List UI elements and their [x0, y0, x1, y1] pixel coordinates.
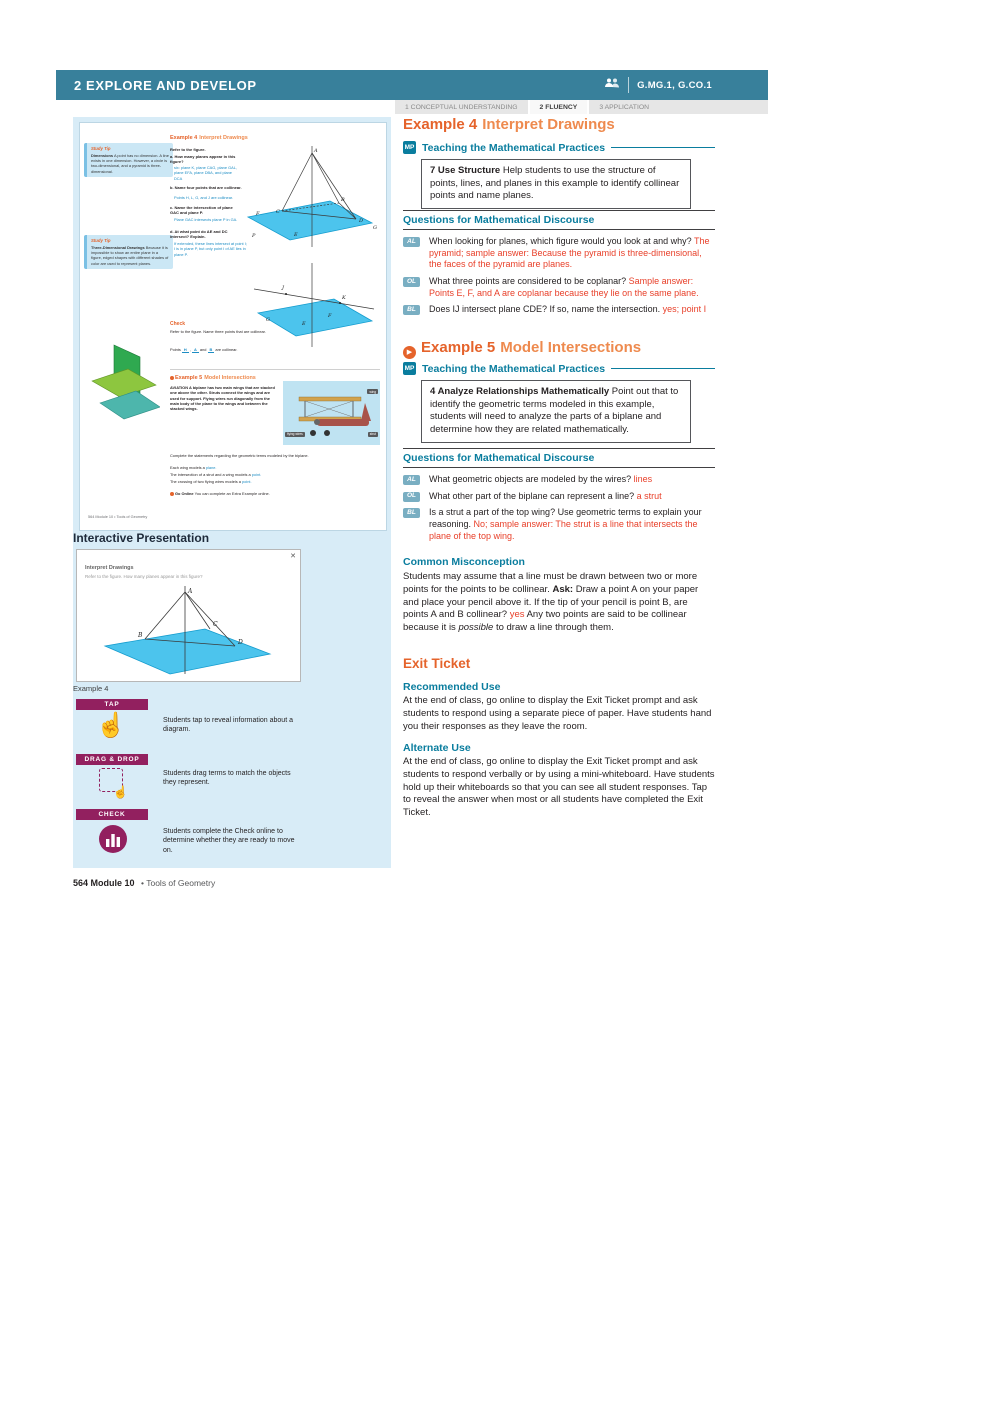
- lines-plane-figure: [252, 259, 378, 352]
- go-online-bold: Go Online: [175, 491, 194, 496]
- mp-rule: [611, 368, 715, 369]
- question-text: Is a strut a part of the top wing? Use geometric terms to explain your reasoning.: [429, 507, 702, 530]
- check-blank-1: H: [183, 347, 187, 352]
- svg-text:D: D: [359, 218, 364, 224]
- mini-check-label: Check: [170, 321, 186, 327]
- drag-drop-banner: DRAG & DROP: [76, 754, 148, 765]
- page-title: 2 EXPLORE AND DEVELOP: [74, 77, 257, 93]
- answer-text: lines: [633, 474, 653, 484]
- slide-text: Refer to the figure. How many planes appear in this figure?: [85, 574, 203, 579]
- svg-text:C: C: [276, 209, 280, 215]
- check-blank-2: A: [194, 347, 197, 352]
- misconception-body: [403, 571, 715, 635]
- drag-hand-icon: ☝: [113, 785, 128, 799]
- mini-example5-icon: [170, 376, 174, 380]
- recommended-use-section: [403, 681, 715, 733]
- level-badge-al: AL: [403, 475, 420, 485]
- mini-answer-b: Points H, L, G, and J are collinear.: [174, 195, 234, 200]
- svg-text:G: G: [266, 317, 270, 323]
- study-tip-label: Study Tip: [91, 146, 111, 151]
- discourse-questions-example5: [403, 474, 715, 547]
- discourse-section-example4: [403, 210, 715, 230]
- statement-text: The crossing of two flying wires models a: [170, 479, 243, 484]
- svg-text:A: A: [314, 148, 318, 154]
- check-answer-prefix: Points: [170, 347, 181, 352]
- svg-text:E: E: [302, 321, 306, 327]
- page-footer: [73, 878, 215, 888]
- alternate-use-section: [403, 742, 715, 820]
- mp-badge-icon: MP: [403, 362, 416, 375]
- page-number-module: 564 Module 10: [73, 878, 135, 888]
- answer-text: No; sample answer: The strut is a line that intersects the plane of the top wing.: [429, 519, 698, 541]
- svg-text:J: J: [282, 285, 285, 291]
- thumbnail-caption: Example 4: [73, 684, 109, 693]
- mini-example5-label: Example 5: [175, 375, 203, 381]
- misconception-text: Students may assume that a line must be drawn between two or more points for the points to be collinear.: [403, 571, 698, 595]
- mp-badge-icon: MP: [403, 141, 416, 154]
- mp-practice-text: Help students to use the structure of points, lines, and planes in this example to identify collinear points and name planes.: [430, 165, 680, 202]
- misconception-heading: Common Misconception: [403, 556, 525, 568]
- rule: [403, 467, 715, 468]
- intersecting-planes-figure: [88, 337, 160, 433]
- mini-question-b: b. Name four points that are collinear.: [170, 185, 242, 190]
- mini-example5-title: Model Intersections: [204, 375, 256, 381]
- recommended-use-heading: Recommended Use: [403, 681, 501, 693]
- level-badge-ol: OL: [403, 492, 420, 502]
- svg-text:K: K: [342, 295, 346, 301]
- mini-example4-heading: [170, 135, 248, 142]
- mini-intro: Refer to the figure.: [170, 147, 206, 152]
- mini-page-footer: 564 Module 10 • Tools of Geometry: [88, 515, 148, 519]
- mp-box: [421, 380, 691, 443]
- mini-check-answer: [170, 347, 330, 352]
- question-text: When looking for planes, which figure would you look at and why?: [429, 236, 694, 246]
- discourse-question: [403, 491, 715, 503]
- mp-practice-name: 4 Analyze Relationships Mathematically: [430, 386, 610, 397]
- mini-task: Complete the statements regarding the geometric terms modeled by the biplane.: [170, 453, 309, 458]
- svg-text:B: B: [138, 632, 143, 639]
- mp-practice-name: 7 Use Structure: [430, 165, 501, 176]
- pyramid-plane-figure: [240, 143, 380, 252]
- mini-question-d: d. At what point do AE and DC intersect? Explain.: [170, 229, 228, 240]
- check-banner: CHECK: [76, 809, 148, 820]
- mini-question-c: c. Name the intersection of plane GAC and plane P.: [170, 205, 233, 216]
- level-badge-al: AL: [403, 237, 420, 247]
- question-text: What geometric objects are modeled by the wires?: [429, 474, 634, 484]
- misconception-text: Draw a point A on your paper and place your pencil above it. If the tip of your pencil is point B, are points A and B collinear?: [403, 583, 699, 621]
- study-tip-term: Dimensions: [91, 152, 114, 158]
- statement-text: Each wing models a: [170, 465, 206, 470]
- mini-aviation-body: AVIATION A biplane has two main wings that are stacked one above the other. Struts connect the wings and are used for support. Flying wires run diagonally from the main body of the plane to the wings and between the stacked wings.: [170, 385, 275, 412]
- example4-title: Interpret Drawings: [482, 116, 615, 133]
- statement-text: The intersection of a strut and a wing models a: [170, 472, 252, 477]
- standards-label: G.MG.1, G.CO.1: [637, 79, 712, 91]
- mp-heading-row: [403, 141, 715, 154]
- example5-icon: ▶: [403, 346, 416, 359]
- rigor-tab-strip: [395, 100, 768, 114]
- example5-label: Example 5: [421, 339, 496, 356]
- mini-answer-c: Plane GAC intersects plane P in GA.: [174, 217, 238, 222]
- question-text: Does IJ intersect plane CDE? If so, name the intersection.: [429, 304, 663, 315]
- tap-description: Students tap to reveal information about a diagram.: [163, 717, 293, 734]
- student-page-thumbnail: [79, 122, 387, 531]
- mini-statement-2: [170, 472, 375, 477]
- svg-text:A: A: [188, 588, 193, 595]
- mp-heading: Teaching the Mathematical Practices: [422, 362, 606, 375]
- mini-example4-label: Example 4: [170, 135, 198, 141]
- mini-question-a: a. How many planes appear in this figure?: [170, 154, 236, 165]
- misconception-answer: yes: [509, 609, 525, 621]
- check-icon: [97, 823, 129, 860]
- interactive-slide-thumbnail: [76, 549, 301, 682]
- standards-people-icon: [604, 76, 620, 94]
- check-description: Students complete the Check online to determine whether they are ready to move on.: [163, 828, 295, 854]
- alternate-use-heading: Alternate Use: [403, 742, 471, 754]
- mini-answer-d: If extended, these lines intersect at point I; I is in plane P, but only point I of AE lies in plane P.: [174, 241, 247, 257]
- tab-application: 3 APPLICATION: [589, 100, 768, 114]
- level-badge-ol: OL: [403, 277, 420, 287]
- mini-statement-1: [170, 465, 375, 470]
- mp-practice-text: Point out that to identify the geometric terms modeled in this example, students will need to analyze the parts of a biplane and determine how they are related mathematically.: [430, 386, 679, 435]
- tab-conceptual-understanding: 1 CONCEPTUAL UNDERSTANDING: [395, 100, 530, 114]
- mp-heading: Teaching the Mathematical Practices: [422, 141, 606, 154]
- biplane-wing-label: wing: [369, 389, 376, 394]
- misconception-text: Any two points are said to be collinear because it is: [403, 609, 687, 634]
- svg-text:P: P: [252, 233, 256, 239]
- header-divider: [628, 77, 629, 93]
- discourse-question: [403, 276, 715, 299]
- drag-drop-icon: [99, 768, 128, 799]
- misconception-text: to draw a line through them.: [493, 622, 614, 634]
- study-tip-body: Because it is impossible to show an entire plane in a figure, edged shapes with different shades of color are used to represent planes.: [91, 244, 169, 266]
- mini-go-online: [170, 491, 375, 496]
- go-online-rest: You can complete an Extra Example online.: [193, 491, 270, 496]
- statement-answer: point.: [251, 472, 262, 477]
- study-tip-body: A point has no dimension. A line exists in one dimension. However, a circle is two-dimensional, and a pyramid is three-dimensional.: [91, 152, 169, 174]
- svg-text:G: G: [373, 225, 377, 231]
- discourse-heading: Questions for Mathematical Discourse: [403, 452, 595, 464]
- svg-text:C: C: [213, 621, 218, 628]
- mini-check-body: Refer to the figure. Name three points that are collinear.: [170, 329, 266, 334]
- alternate-use-body: At the end of class, go online to display the Exit Ticket prompt and ask students to respond verbally or by using a mini-whiteboard. Have students hold up their whiteboards so that you can see all student responses. Tap to reveal the answer when most or all students have completed the Exit Ticket.: [403, 756, 715, 819]
- discourse-question: [403, 474, 715, 486]
- module-title: • Tools of Geometry: [141, 878, 216, 888]
- recommended-use-body: At the end of class, go online to display the Exit Ticket prompt and ask students to respond using a separate piece of paper. Have students hand you their responses as they leave the room.: [403, 695, 712, 732]
- discourse-questions-example4: [403, 236, 715, 321]
- example4-label: Example 4: [403, 116, 478, 133]
- mp-box: [421, 159, 691, 209]
- statement-answer: point.: [242, 479, 252, 484]
- mini-divider: [170, 369, 380, 370]
- interactive-presentation-heading: Interactive Presentation: [73, 531, 210, 545]
- drag-drop-description: Students drag terms to match the objects they represent.: [163, 770, 291, 787]
- slide-diagram: [85, 584, 290, 682]
- mp-rule: [611, 147, 715, 148]
- teaching-practices-example5: [403, 362, 715, 443]
- tap-icon: ☝: [96, 712, 126, 739]
- check-answer-sep1: ,: [189, 347, 191, 352]
- mini-example4-title: Interpret Drawings: [199, 135, 248, 141]
- header-bar: [56, 70, 768, 100]
- question-text: What three points are considered to be coplanar?: [429, 276, 629, 287]
- discourse-section-example5: [403, 448, 715, 468]
- study-tip-dimensions: [84, 143, 173, 177]
- level-badge-bl: BL: [403, 508, 420, 518]
- question-text: What other part of the biplane can represent a line?: [429, 490, 637, 501]
- mini-statement-3: [170, 479, 375, 484]
- example5-heading: [403, 339, 641, 359]
- check-blank-3: B: [209, 347, 213, 352]
- answer-text: Sample answer: Points E, F, and A are coplanar because they lie on the same plane.: [429, 276, 699, 298]
- close-icon: ✕: [290, 553, 296, 560]
- rule: [403, 229, 715, 230]
- header-standards-group: [604, 70, 712, 100]
- svg-text:F: F: [328, 313, 332, 319]
- mini-example5-heading: [170, 375, 256, 382]
- svg-text:D: D: [238, 639, 243, 646]
- level-badge-bl: BL: [403, 305, 420, 315]
- answer-text: a strut: [636, 490, 662, 501]
- study-tip-label: Study Tip: [91, 238, 111, 243]
- discourse-heading: Questions for Mathematical Discourse: [403, 214, 595, 226]
- discourse-question: [403, 507, 715, 542]
- slide-title: Interpret Drawings: [85, 565, 134, 571]
- mini-answer-a: six: plane K, plane CAG, plane GAL, plane EFA, plane DBA, and plane DCA: [174, 165, 237, 181]
- ask-label: Ask:: [552, 583, 574, 595]
- biplane-flying-wires-label: flying wires: [287, 432, 303, 437]
- svg-text:B: B: [341, 197, 345, 203]
- check-answer-suffix: are collinear.: [215, 347, 238, 352]
- statement-answer: plane.: [205, 465, 217, 470]
- tab-fluency: 2 FLUENCY: [530, 100, 590, 114]
- mp-heading-row: [403, 362, 715, 375]
- answer-text: The pyramid; sample answer: Because the pyramid is three-dimensional, the faces of the pyramid are planes.: [429, 236, 710, 270]
- svg-text:F: F: [256, 211, 260, 217]
- study-tip-term: Three-Dimensional Drawings: [91, 244, 145, 250]
- discourse-question: [403, 304, 715, 316]
- svg-text:E: E: [294, 232, 298, 238]
- common-misconception-section: [403, 556, 715, 635]
- study-tip-3d-drawings: [84, 235, 173, 269]
- discourse-question: [403, 236, 715, 271]
- biplane-strut-label: strut: [369, 432, 376, 437]
- example5-title: Model Intersections: [500, 339, 642, 356]
- teaching-practices-example4: [403, 141, 715, 209]
- go-online-icon: [170, 492, 174, 496]
- misconception-emphasis: possible: [458, 622, 494, 634]
- exit-ticket-heading: Exit Ticket: [403, 656, 471, 671]
- biplane-image: [283, 381, 380, 445]
- answer-text: yes; point I: [662, 304, 707, 315]
- check-answer-sep2: and: [199, 347, 207, 352]
- example4-heading: [403, 116, 615, 133]
- tap-banner: TAP: [76, 699, 148, 710]
